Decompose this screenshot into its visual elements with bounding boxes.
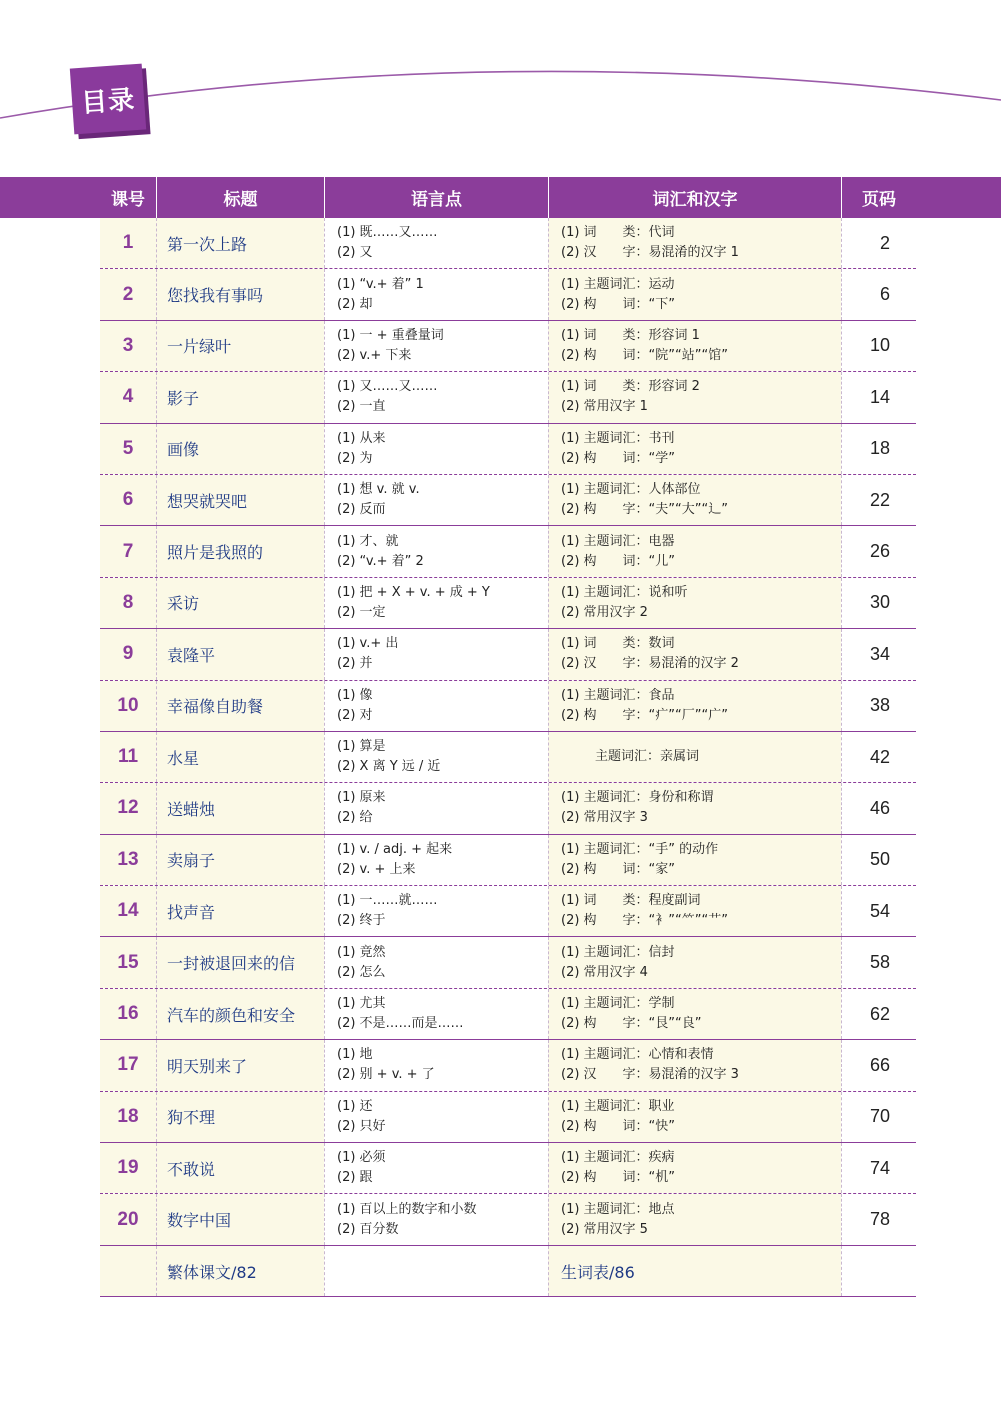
page-number[interactable]: 14 [841,372,916,422]
vocab-point-1: (1) 主题词汇：书刊 [561,430,675,446]
vocab-point-2: (2) 汉 字：易混淆的汉字 1 [561,245,739,261]
grammar-point-2: (2) 却 [337,296,373,312]
vocab-point-1: (1) 主题词汇：食品 [561,687,675,703]
table-row[interactable] [100,835,916,886]
vocab-point-1: (1) 词 类：数词 [561,636,675,652]
grammar-point-2: (2) 终于 [337,913,386,929]
grammar-points [324,218,548,268]
lesson-title[interactable]: 送蜡烛 [156,783,324,833]
page-number[interactable]: 42 [841,732,916,782]
lesson-number: 8 [100,578,156,628]
grammar-point-2: (2) 怎么 [337,964,386,980]
vocab-point-1: (1) 主题词汇：说和听 [561,584,688,600]
traditional-text-link[interactable]: 繁体课文/82 [167,1262,257,1282]
vocab-point-1: (1) 词 类：程度副词 [561,893,701,909]
grammar-points [324,886,548,936]
grammar-point-2: (2) 给 [337,810,373,826]
grammar-points [324,475,548,525]
vocab-points [548,629,841,679]
lesson-title[interactable]: 袁隆平 [156,629,324,679]
page-number[interactable]: 66 [841,1040,916,1090]
vocab-points [548,989,841,1039]
vocab-point-2: (2) 构 字：“夫”“大”“辶” [561,502,728,518]
page-number[interactable]: 38 [841,681,916,731]
vocab-point-1: (1) 主题词汇：电器 [561,533,675,549]
grammar-point-1: (1) 把 + X + v. + 成 + Y [337,584,490,600]
grammar-point-1: (1) v.+ 出 [337,636,399,652]
lesson-title[interactable]: 不敢说 [156,1143,324,1193]
table-row[interactable] [100,937,916,988]
vocab-point-1: (1) 主题词汇：疾病 [561,1150,675,1166]
vocab-point-1: (1) 主题词汇：人体部位 [561,482,701,498]
vocab-points [548,1194,841,1244]
lesson-number: 16 [100,989,156,1039]
table-header [0,177,1001,218]
vocab-point-2: (2) 构 字：“衤”“⺮”“艹” [561,913,728,929]
grammar-points [324,835,548,885]
grammar-points [324,1040,548,1090]
grammar-point-1: (1) 竟然 [337,944,386,960]
table-row[interactable] [100,526,916,577]
vocab-point-2: (2) 构 字：“疒”“厂”“广” [561,707,728,723]
grammar-point-2: (2) 一直 [337,399,386,415]
lesson-number: 2 [100,269,156,319]
lesson-title[interactable]: 第一次上路 [156,218,324,268]
vocab-point-1: (1) 主题词汇：身份和称谓 [561,790,714,806]
lesson-title[interactable]: 想哭就哭吧 [156,475,324,525]
vocab-points [548,937,841,987]
footer-grammar-cell [324,1246,548,1296]
grammar-point-2: (2) v. + 上来 [337,861,416,877]
vocab-points [548,1040,841,1090]
vocab-points [548,372,841,422]
vocab-points [548,269,841,319]
grammar-point-1: (1) 必须 [337,1150,386,1166]
grammar-points [324,269,548,319]
lesson-title[interactable]: 幸福像自助餐 [156,681,324,731]
vocab-points [548,578,841,628]
grammar-points [324,989,548,1039]
grammar-point-1: (1) 才、就 [337,533,399,549]
vocab-points [548,732,841,782]
table-row[interactable] [100,989,916,1040]
table-row[interactable] [100,475,916,526]
lesson-number: 15 [100,937,156,987]
lesson-number: 4 [100,372,156,422]
grammar-point-1: (1) 像 [337,687,373,703]
grammar-point-2: (2) 跟 [337,1170,373,1186]
toc-heading: 目录 [80,84,137,119]
grammar-point-1: (1) 既……又…… [337,225,438,241]
vocab-point-2: (2) 构 词：“学” [561,450,676,466]
page-number[interactable]: 34 [841,629,916,679]
table-row[interactable] [100,269,916,320]
page-number[interactable]: 10 [841,321,916,371]
vocab-points [548,475,841,525]
header-page: 页码 [841,177,916,218]
table-row[interactable] [100,218,916,269]
vocab-point-1: (1) 词 类：形容词 2 [561,379,700,395]
page-number[interactable]: 58 [841,937,916,987]
header-num: 课号 [111,190,145,210]
vocab-point-1: (1) 主题词汇：信封 [561,944,675,960]
table-row[interactable] [100,681,916,732]
lesson-title[interactable]: 找声音 [156,886,324,936]
page-number[interactable]: 50 [841,835,916,885]
lesson-title[interactable]: 水星 [156,732,324,782]
vocab-point-1: (1) 主题词汇：运动 [561,276,675,292]
vocab-point-2: (2) 构 词：“儿” [561,553,676,569]
header-title: 标题 [156,177,324,218]
table-row[interactable] [100,1092,916,1143]
vocab-points [548,886,841,936]
vocab-point-1: (1) 词 类：形容词 1 [561,327,700,343]
grammar-point-2: (2) 又 [337,245,373,261]
grammar-point-2: (2) 并 [337,656,373,672]
lesson-number: 12 [100,783,156,833]
page-number[interactable]: 74 [841,1143,916,1193]
lesson-number: 14 [100,886,156,936]
grammar-point-1: (1) “v.+ 着” 1 [337,276,424,292]
lesson-number: 11 [100,732,156,782]
grammar-point-1: (1) 还 [337,1098,373,1114]
table-row[interactable] [100,783,916,834]
lesson-number: 6 [100,475,156,525]
vocab-points [548,424,841,474]
grammar-point-2: (2) 一定 [337,604,386,620]
grammar-points [324,1143,548,1193]
grammar-point-1: (1) 地 [337,1047,373,1063]
lesson-title[interactable]: 一封被退回来的信 [156,937,324,987]
page-number[interactable]: 62 [841,989,916,1039]
grammar-points [324,578,548,628]
footer-num-cell [100,1246,156,1296]
table-row[interactable] [100,1194,916,1245]
vocab-point-2: (2) 常用汉字 1 [561,399,648,415]
page-number[interactable]: 22 [841,475,916,525]
grammar-point-2: (2) 不是……而是…… [337,1016,464,1032]
grammar-point-2: (2) v.+ 下来 [337,347,412,363]
table-row[interactable] [100,629,916,680]
grammar-point-2: (2) 只好 [337,1118,386,1134]
footer-glossary[interactable] [548,1246,841,1296]
lesson-title[interactable]: 卖扇子 [156,835,324,885]
decorative-curve [0,0,1001,180]
vocab-points [548,218,841,268]
grammar-point-2: (2) 百分数 [337,1221,399,1237]
vocab-point-2: (2) 构 词：“机” [561,1170,676,1186]
grammar-points [324,321,548,371]
vocab-point-2: (2) 汉 字：易混淆的汉字 2 [561,656,739,672]
lesson-title[interactable]: 您找我有事吗 [156,269,324,319]
glossary-link[interactable]: 生词表/86 [561,1262,635,1282]
grammar-point-1: (1) 原来 [337,790,386,806]
lesson-number: 3 [100,321,156,371]
grammar-point-2: (2) 反而 [337,502,386,518]
grammar-points [324,424,548,474]
vocab-point-2: (2) 构 字：“艮”“良” [561,1016,702,1032]
lesson-title[interactable]: 狗不理 [156,1092,324,1142]
grammar-point-1: (1) 又……又…… [337,379,438,395]
grammar-point-1: (1) 从来 [337,430,386,446]
vocab-point-1: (1) 词 类：代词 [561,225,675,241]
grammar-point-2: (2) 为 [337,450,373,466]
table-row[interactable] [100,732,916,783]
lesson-title[interactable]: 汽车的颜色和安全 [156,989,324,1039]
vocab-point-2: (2) 常用汉字 3 [561,810,648,826]
grammar-points [324,732,548,782]
grammar-point-2: (2) “v.+ 着” 2 [337,553,424,569]
page-number[interactable]: 18 [841,424,916,474]
grammar-points [324,526,548,576]
vocab-points [548,783,841,833]
grammar-points [324,681,548,731]
lesson-number: 19 [100,1143,156,1193]
table-row[interactable] [100,1143,916,1194]
grammar-point-1: (1) 尤其 [337,996,386,1012]
page-number[interactable]: 70 [841,1092,916,1142]
lesson-title[interactable]: 明天别来了 [156,1040,324,1090]
grammar-point-1: (1) 一……就…… [337,893,438,909]
header-grammar: 语言点 [324,177,548,218]
table-footer-row [100,1246,916,1297]
vocab-point-1: (1) 主题词汇：地点 [561,1201,675,1217]
lesson-number: 20 [100,1194,156,1244]
grammar-point-1: (1) 一 + 重叠量词 [337,327,444,343]
lesson-title[interactable]: 采访 [156,578,324,628]
page-number[interactable]: 78 [841,1194,916,1244]
lesson-number: 1 [100,218,156,268]
lesson-number: 18 [100,1092,156,1142]
vocab-point-2: 主题词汇：亲属词 [595,749,700,765]
vocab-point-1: (1) 主题词汇：学制 [561,996,675,1012]
table-row[interactable] [100,578,916,629]
lesson-number: 10 [100,681,156,731]
grammar-points [324,1194,548,1244]
vocab-points [548,681,841,731]
lesson-number: 9 [100,629,156,679]
toc-table [100,218,916,1297]
vocab-point-1: (1) 主题词汇：“手” 的动作 [561,841,719,857]
lesson-title[interactable]: 数字中国 [156,1194,324,1244]
table-row[interactable] [100,424,916,475]
page-number[interactable]: 2 [841,218,916,268]
grammar-point-1: (1) 想 v. 就 v. [337,482,420,498]
table-row[interactable] [100,886,916,937]
vocab-points [548,835,841,885]
vocab-point-2: (2) 常用汉字 4 [561,964,648,980]
page-number[interactable]: 30 [841,578,916,628]
grammar-point-2: (2) 对 [337,707,373,723]
vocab-points [548,321,841,371]
vocab-point-2: (2) 常用汉字 2 [561,604,648,620]
table-row[interactable] [100,321,916,372]
vocab-point-2: (2) 汉 字：易混淆的汉字 3 [561,1067,739,1083]
grammar-points [324,783,548,833]
grammar-point-1: (1) v. / adj. + 起来 [337,841,453,857]
footer-page-cell [841,1246,916,1296]
page-number[interactable]: 6 [841,269,916,319]
vocab-point-2: (2) 构 词：“家” [561,861,676,877]
table-row[interactable] [100,1040,916,1091]
lesson-number: 13 [100,835,156,885]
vocab-point-2: (2) 构 词：“院”“站”“馆” [561,347,728,363]
vocab-point-1: (1) 主题词汇：心情和表情 [561,1047,714,1063]
grammar-point-1: (1) 百以上的数字和小数 [337,1201,477,1217]
vocab-points [548,526,841,576]
lesson-number: 17 [100,1040,156,1090]
grammar-points [324,372,548,422]
lesson-title[interactable]: 影子 [156,372,324,422]
lesson-number: 5 [100,424,156,474]
lesson-title[interactable]: 一片绿叶 [156,321,324,371]
grammar-point-1: (1) 算是 [337,739,386,755]
vocab-point-2: (2) 构 词：“下” [561,296,676,312]
grammar-points [324,1092,548,1142]
page-number[interactable]: 46 [841,783,916,833]
lesson-number: 7 [100,526,156,576]
lesson-title[interactable]: 照片是我照的 [156,526,324,576]
vocab-point-2: (2) 构 词：“快” [561,1118,676,1134]
table-row[interactable] [100,372,916,423]
vocab-point-2: (2) 常用汉字 5 [561,1221,648,1237]
page-number[interactable]: 54 [841,886,916,936]
grammar-point-2: (2) X 离 Y 远 / 近 [337,759,441,775]
page-number[interactable]: 26 [841,526,916,576]
vocab-point-1: (1) 主题词汇：职业 [561,1098,675,1114]
header-vocab: 词汇和汉字 [548,177,841,218]
footer-traditional-text[interactable] [156,1246,324,1296]
lesson-title[interactable]: 画像 [156,424,324,474]
grammar-points [324,629,548,679]
vocab-points [548,1143,841,1193]
toc-heading-badge [70,64,146,135]
grammar-point-2: (2) 别 + v. + 了 [337,1067,435,1083]
grammar-points [324,937,548,987]
vocab-points [548,1092,841,1142]
